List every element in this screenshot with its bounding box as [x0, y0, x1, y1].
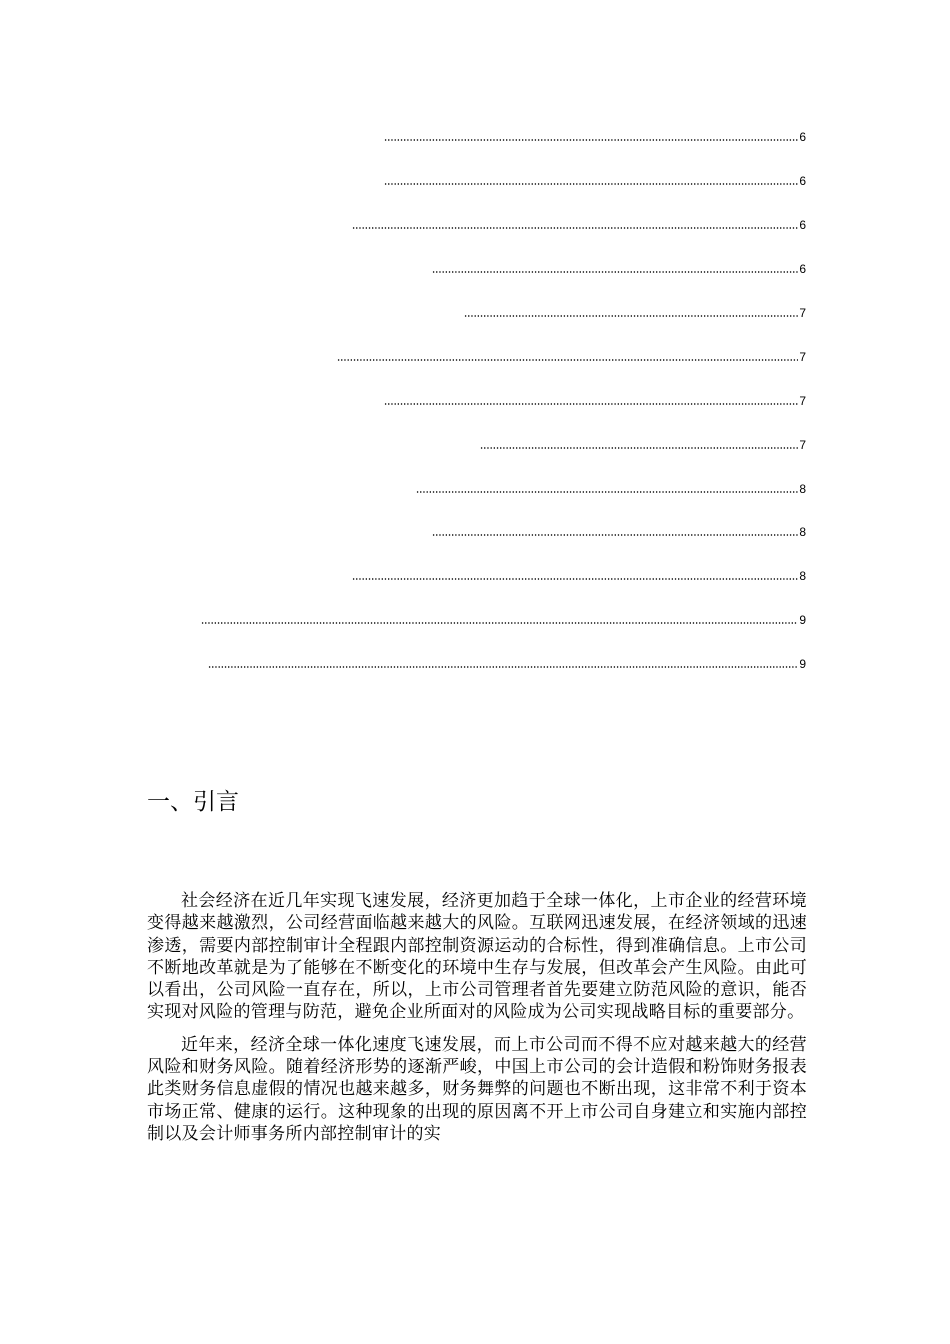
toc-entry[interactable] — [384, 174, 806, 188]
toc-page-number: 7 — [799, 438, 806, 452]
toc-leader-dots — [480, 446, 798, 450]
toc-page-number: 7 — [799, 350, 806, 364]
paragraph: 近年来，经济全球一体化速度飞速发展，而上市公司而不得不应对越来越大的经营风险和财务风险。随着经济形势的逐渐严峻，中国上市公司的会计造假和粉饰财务报表此类财务信息虚假的情况也越来越多，财务舞弊的问题也不断出现，这非常不利于资本市场正常、健康的运行。这种现象的出现的原因离不开上市公司自身建立和实施内部控制以及会计师事务所内部控制审计的实 — [147, 1034, 807, 1144]
toc-entry[interactable] — [352, 569, 806, 583]
toc-leader-dots — [384, 402, 798, 406]
toc-entry[interactable] — [432, 525, 806, 539]
paragraph: 社会经济在近几年实现飞速发展，经济更加趋于全球一体化，上市企业的经营环境变得越来越激烈，公司经营面临越来越大的风险。互联网迅速发展，在经济领域的迅速渗透，需要内部控制审计全程跟内部控制资源运动的合标性，得到准确信息。上市公司不断地改革就是为了能够在不断变化的环境中生存与发展，但改革会产生风险。由此可以看出，公司风险一直存在，所以，上市公司管理者首先要建立防范风险的意识，能否实现对风险的管理与防范，避免企业所面对的风险成为公司实现战略目标的重要部分。 — [147, 891, 807, 1023]
toc-page-number: 6 — [799, 130, 806, 144]
toc-leader-dots — [416, 490, 798, 494]
toc-leader-dots — [208, 665, 798, 669]
toc-entry[interactable] — [337, 350, 806, 364]
toc-leader-dots — [432, 270, 798, 274]
toc-page-number: 6 — [799, 174, 806, 188]
toc-entry[interactable] — [432, 262, 806, 276]
toc-entry[interactable] — [480, 438, 806, 452]
toc-entry[interactable] — [352, 218, 806, 232]
toc-page-number: 9 — [799, 613, 806, 627]
toc-page-number: 6 — [799, 262, 806, 276]
toc-page-number: 7 — [799, 394, 806, 408]
toc-page-number: 9 — [799, 657, 806, 671]
toc-page-number: 6 — [799, 218, 806, 232]
toc-page-number: 8 — [799, 482, 806, 496]
toc-leader-dots — [337, 358, 798, 362]
toc-leader-dots — [352, 577, 798, 581]
toc-leader-dots — [201, 621, 798, 625]
section-heading: 一、引言 — [147, 789, 239, 815]
toc-entry[interactable] — [201, 613, 806, 627]
toc-page-number: 8 — [799, 525, 806, 539]
toc-entry[interactable] — [208, 657, 806, 671]
toc-entry[interactable] — [384, 394, 806, 408]
toc-entry[interactable] — [464, 306, 806, 320]
toc-page-number: 7 — [799, 306, 806, 320]
toc-leader-dots — [432, 533, 798, 537]
toc-entry[interactable] — [416, 482, 806, 496]
toc-entry[interactable] — [384, 130, 806, 144]
body-text — [147, 890, 807, 1155]
toc-page-number: 8 — [799, 569, 806, 583]
toc-leader-dots — [384, 138, 798, 142]
toc-leader-dots — [352, 226, 798, 230]
toc-leader-dots — [384, 182, 798, 186]
toc-leader-dots — [464, 314, 798, 318]
